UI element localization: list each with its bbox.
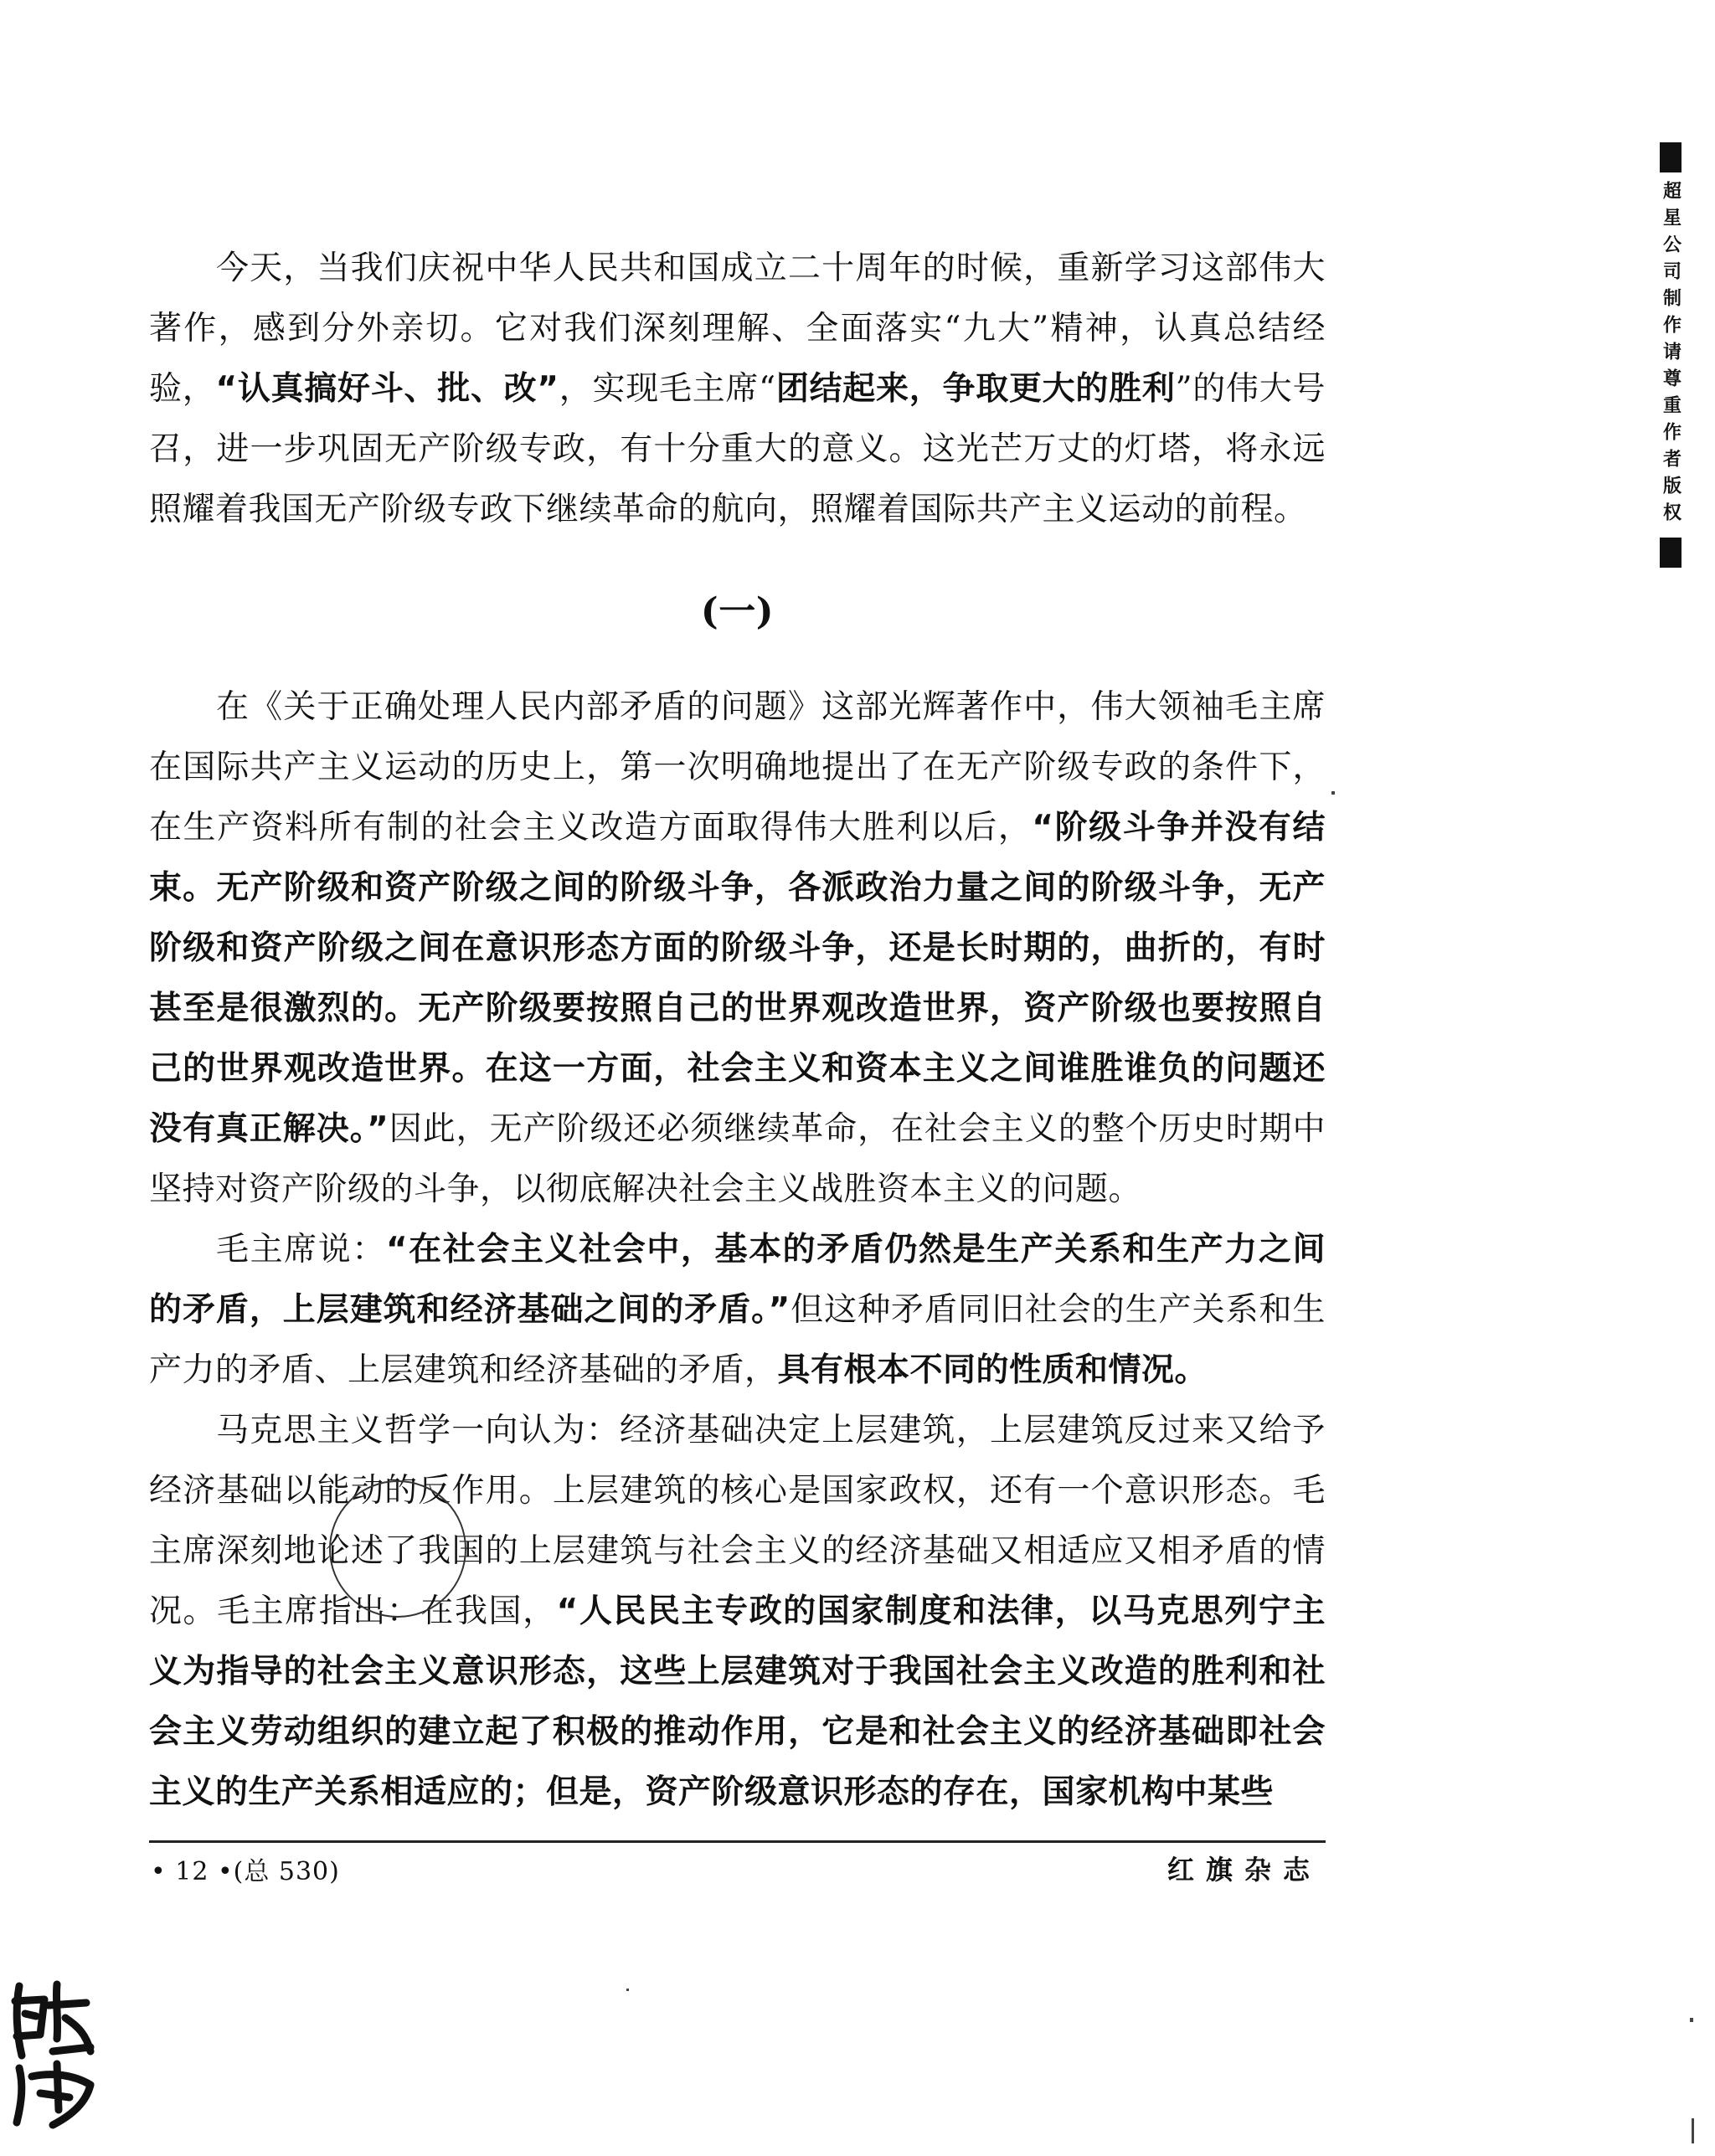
paragraph <box>149 677 1326 1220</box>
quotation-bold-text: 具有根本不同的性质和情况。 <box>777 1351 1208 1389</box>
footer-rule <box>149 1840 1326 1843</box>
paragraph-text: 毛主席说： <box>216 1231 386 1268</box>
section-one-body <box>149 677 1326 1823</box>
quotation-bold-text: “认真搞好斗、批、改” <box>215 370 559 408</box>
quotation-bold-text: “阶级斗争并没有结束。无产阶级和资产阶级之间的阶级斗争，各派政治力量之间的阶级斗争，无产阶级和资产阶级之间在意识形态方面的阶级斗争，还是长时期的，曲折的，有时甚至是很激烈的。无产阶级要按照自己的世界观改造世界，资产阶级也要按照自己的世界观改造世界。在这一方面，社会主义和资本主义之间谁胜谁负的问题还没有真正解决。” <box>149 809 1326 1148</box>
paragraph-text: 今天，当我们庆祝中华人民共和国成立二十周年的时候，重新学习这部伟大著作，感到分外亲切。它对我们深刻理解、全面落实“九大”精神，认真总结经验， <box>149 250 1326 408</box>
paragraph-text: ，实现毛主席“ <box>559 370 776 408</box>
paragraph <box>149 239 1326 540</box>
footer-page-number: • 12 •(总 530) <box>151 1857 340 1886</box>
seal-stamp-icon <box>7 1976 103 2135</box>
scan-speck <box>626 1989 629 1991</box>
side-copyright-notice <box>1654 142 1687 568</box>
circle-mark <box>329 1480 466 1618</box>
intro-section <box>149 239 1326 540</box>
paragraph-text: 但这种矛盾同旧社会的生产关系和生产力的矛盾、上层建筑和经济基础的矛盾， <box>149 1291 1326 1389</box>
side-notice-text: 超星公司制作请尊重作者版权 <box>1660 181 1682 529</box>
paragraph-text: 在《关于正确处理人民内部矛盾的问题》这部光辉著作中，伟大领袖毛主席在国际共产主义运动的历史上，第一次明确地提出了在无产阶级专政的条件下，在生产资料所有制的社会主义改造方面取得伟大胜利以后， <box>149 688 1326 846</box>
paragraph-text: 因此，无产阶级还必须继续革命，在社会主义的整个历史时期中坚持对资产阶级的斗争，以彻底解决社会主义战胜资本主义的问题。 <box>149 1110 1326 1208</box>
footer-journal-title: 红旗杂志 <box>1167 1854 1321 1886</box>
paragraph <box>149 1220 1326 1401</box>
quotation-bold-text: “人民民主专政的国家制度和法律，以马克思列宁主义为指导的社会主义意识形态，这些上层建筑对于我国社会主义改造的胜利和社会主义劳动组织的建立起了积极的推动作用，它是和社会主义的经济基础即社会主义的生产关系相适应的；但是，资产阶级意识形态的存在，国家机构中某些 <box>149 1593 1326 1811</box>
section-heading: (一) <box>700 590 775 633</box>
paragraph-text: 马克思主义哲学一向认为：经济基础决定上层建筑，上层建筑反过来又给予经济基础以能动的反作用。上层建筑的核心是国家政权，还有一个意识形态。毛主席深刻地论述了我国的上层建筑与社会主义的经济基础又相适应又相矛盾的情况。毛主席指出：在我国， <box>149 1412 1326 1630</box>
paragraph-text: ”的伟大号召，进一步巩固无产阶级专政，有十分重大的意义。这光芒万丈的灯塔，将永远照耀着我国无产阶级专政下继续革命的航向，照耀着国际共产主义运动的前程。 <box>149 370 1326 528</box>
side-notice-top-bar <box>1660 142 1682 172</box>
quotation-bold-text: “在社会主义社会中，基本的矛盾仍然是生产关系和生产力之间的矛盾，上层建筑和经济基础之间的矛盾。” <box>149 1231 1326 1329</box>
article-body <box>149 239 1326 1823</box>
quotation-bold-text: 团结起来，争取更大的胜利 <box>775 370 1176 408</box>
scan-speck <box>1692 2118 1694 2143</box>
scan-speck <box>1331 791 1335 795</box>
side-notice-bottom-bar <box>1660 538 1682 568</box>
paragraph <box>149 1401 1326 1823</box>
scan-speck <box>1690 2018 1693 2022</box>
